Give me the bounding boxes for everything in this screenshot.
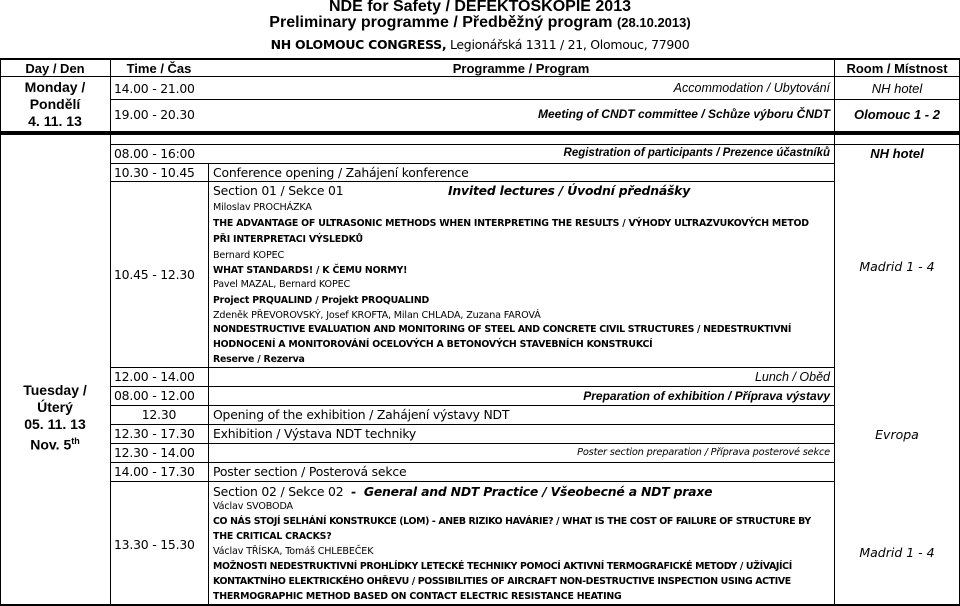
monday-programme-2: Meeting of CNDT committee / Schůze výboru ČNDT (537, 107, 830, 121)
section02-subtitle: General and NDT Practice / Všeobecné a NDT praxe (363, 484, 713, 499)
rule (110, 367, 834, 368)
title-programme: Preliminary programme / Předběžný program (269, 14, 613, 31)
poster-prep-time: 12.30 - 14.00 (114, 445, 195, 460)
rule (110, 481, 834, 482)
venue-line (0, 37, 960, 52)
talk-authors: Václav SVOBODA (213, 501, 293, 512)
tuesday-day (0, 382, 110, 454)
talk-authors: Pavel MAZAL, Bernard KOPEC (213, 279, 351, 290)
rule (0, 58, 960, 60)
monday-line-1: Monday / (24, 79, 86, 95)
prep-time: 08.00 - 12.00 (114, 388, 195, 403)
tuesday-line-1: Tuesday / (23, 382, 87, 398)
section02-time: 13.30 - 15.30 (114, 537, 195, 552)
rule (110, 424, 834, 425)
lunch-time: 12.00 - 14.00 (114, 369, 195, 384)
section01-room: Madrid 1 - 4 (859, 259, 935, 274)
section01-title: Section 01 / Sekce 01 (213, 183, 344, 198)
section02-dash: - (351, 484, 357, 499)
rule (110, 144, 960, 145)
talk-title: THE ADVANTAGE OF ULTRASONIC METHODS WHEN INTERPRETING THE RESULTS / VÝHODY ULTRAZVUKOVÝCH METOD (213, 218, 809, 229)
monday-room-2: Olomouc 1 - 2 (854, 107, 940, 122)
rule (110, 462, 834, 463)
exhibition-opening-time: 12.30 (141, 407, 177, 422)
exhibition-opening-programme: Opening of the exhibition / Zahájení výstavy NDT (213, 407, 510, 422)
exhibition-time: 12.30 - 17.30 (114, 426, 195, 441)
reserve-label: Reserve / Rezerva (213, 354, 305, 365)
talk-authors: Bernard KOPEC (213, 250, 285, 261)
venue-name: NH OLOMOUC CONGRESS, (270, 37, 447, 52)
monday-programme-1: Accommodation / Ubytování (673, 81, 830, 95)
col-header-time: Time / Čas (126, 61, 192, 76)
talk-title: THE CRITICAL CRACKS? (213, 531, 332, 542)
prep-programme: Preparation of exhibition / Příprava výstavy (583, 389, 830, 403)
talk-authors: Václav TŘÍSKA, Tomáš CHLEBEČEK (213, 546, 374, 557)
talk-title: PŘI INTERPRETACI VÝSLEDKŮ (213, 234, 363, 245)
col-header-room: Room / Místnost (846, 61, 948, 76)
talk-authors: Miloslav PROCHÁZKA (213, 202, 312, 213)
monday-line-2: Pondělí (29, 96, 81, 112)
talk-title: KONTAKTNÍHO ELEKTRICKÉHO OHŘEVU / POSSIBILITIES OF AIRCRAFT NON-DESTRUCTIVE INSPECTION USING ACTIVE (213, 576, 791, 587)
talk-title: Project PRQUALIND / Projekt PROQUALIND (213, 295, 430, 306)
monday-date: 4. 11. 13 (28, 113, 82, 129)
tuesday-date-en (0, 433, 110, 454)
exhibition-room: Evropa (875, 427, 919, 442)
talk-title: MOŽNOSTI NEDESTRUKTIVNÍ PROHLÍDKY LETECKÉ TECHNIKY POMOCÍ AKTIVNÍ TERMOGRAFICKÉ METODY / UŽÍVAJÍCÍ (213, 561, 792, 572)
rule (110, 405, 834, 406)
poster-prep-programme: Poster section preparation / Příprava posterové sekce (577, 447, 830, 458)
title-date: (28.10.2013) (616, 15, 691, 30)
registration-time: 08.00 - 16:00 (114, 146, 195, 161)
section01-time: 10.45 - 12.30 (114, 267, 195, 282)
rule (110, 181, 834, 182)
monday-time-1: 14.00 - 21.00 (114, 81, 195, 96)
rule (110, 163, 834, 164)
opening-time: 10.30 - 10.45 (114, 165, 195, 180)
rule (0, 76, 960, 77)
rule (834, 58, 835, 606)
talk-title: HODNOCENÍ A MONITOROVÁNÍ OCELOVÝCH A BETONOVÝCH STAVEBNÍCH KONSTRUKCÍ (213, 339, 653, 350)
tuesday-date-en-sup: th (71, 436, 80, 446)
tuesday-date-en-text: Nov. 5 (30, 436, 72, 453)
talk-authors: Zdeněk PŘEVOROVSKÝ, Josef KROFTA, Milan CHLADA, Zuzana FAROVÁ (213, 310, 541, 321)
rule (0, 131, 960, 135)
section02-title-text: Section 02 / Sekce 02 (213, 484, 344, 499)
talk-title: WHAT STANDARDS! / K ČEMU NORMY! (213, 265, 408, 276)
tuesday-line-2: Úterý (37, 399, 73, 415)
opening-programme: Conference opening / Zahájení konference (213, 165, 469, 180)
exhibition-programme: Exhibition / Výstava NDT techniky (213, 426, 417, 441)
registration-room: NH hotel (870, 146, 924, 161)
monday-time-2: 19.00 - 20.30 (114, 107, 195, 122)
rule (110, 386, 834, 387)
rule (110, 58, 111, 606)
section01-subtitle: Invited lectures / Úvodní přednášky (448, 183, 691, 198)
monday-day (0, 79, 110, 130)
tuesday-date: 05. 11. 13 (24, 416, 86, 432)
rule (110, 443, 834, 444)
venue-address: Legionářská 1311 / 21, Olomouc, 77900 (446, 37, 690, 52)
registration-programme: Registration of participants / Prezence účastníků (563, 147, 830, 159)
poster-time: 14.00 - 17.30 (114, 464, 195, 479)
talk-title: CO NÁS STOJÍ SELHÁNÍ KONSTRUKCE (LOM) - ANEB RIZIKO HAVÁRIE? / WHAT IS THE COST OF FAILURE OF STRUCTURE BY (213, 516, 811, 527)
title-line-1: NDE for Safety / DEFEKTOSKOPIE 2013 (328, 0, 631, 15)
talk-title: NONDESTRUCTIVE EVALUATION AND MONITORING OF STEEL AND CONCRETE CIVIL STRUCTURES / NEDESTRUKTIVNÍ (213, 324, 792, 335)
col-header-day: Day / Den (25, 61, 85, 76)
monday-room-1: NH hotel (871, 81, 923, 96)
rule (110, 99, 960, 100)
rule (208, 163, 209, 606)
title-line-2 (0, 14, 960, 32)
section02-title (213, 484, 712, 499)
talk-title: THERMOGRAPHIC METHOD BASED ON CONTACT ELECTRIC RESISTANCE HEATING (213, 591, 622, 602)
col-header-programme: Programme / Program (452, 61, 590, 76)
poster-programme: Poster section / Posterová sekce (213, 464, 407, 479)
rule (0, 58, 1, 606)
lunch-programme: Lunch / Oběd (754, 370, 830, 384)
section02-room: Madrid 1 - 4 (859, 545, 935, 560)
